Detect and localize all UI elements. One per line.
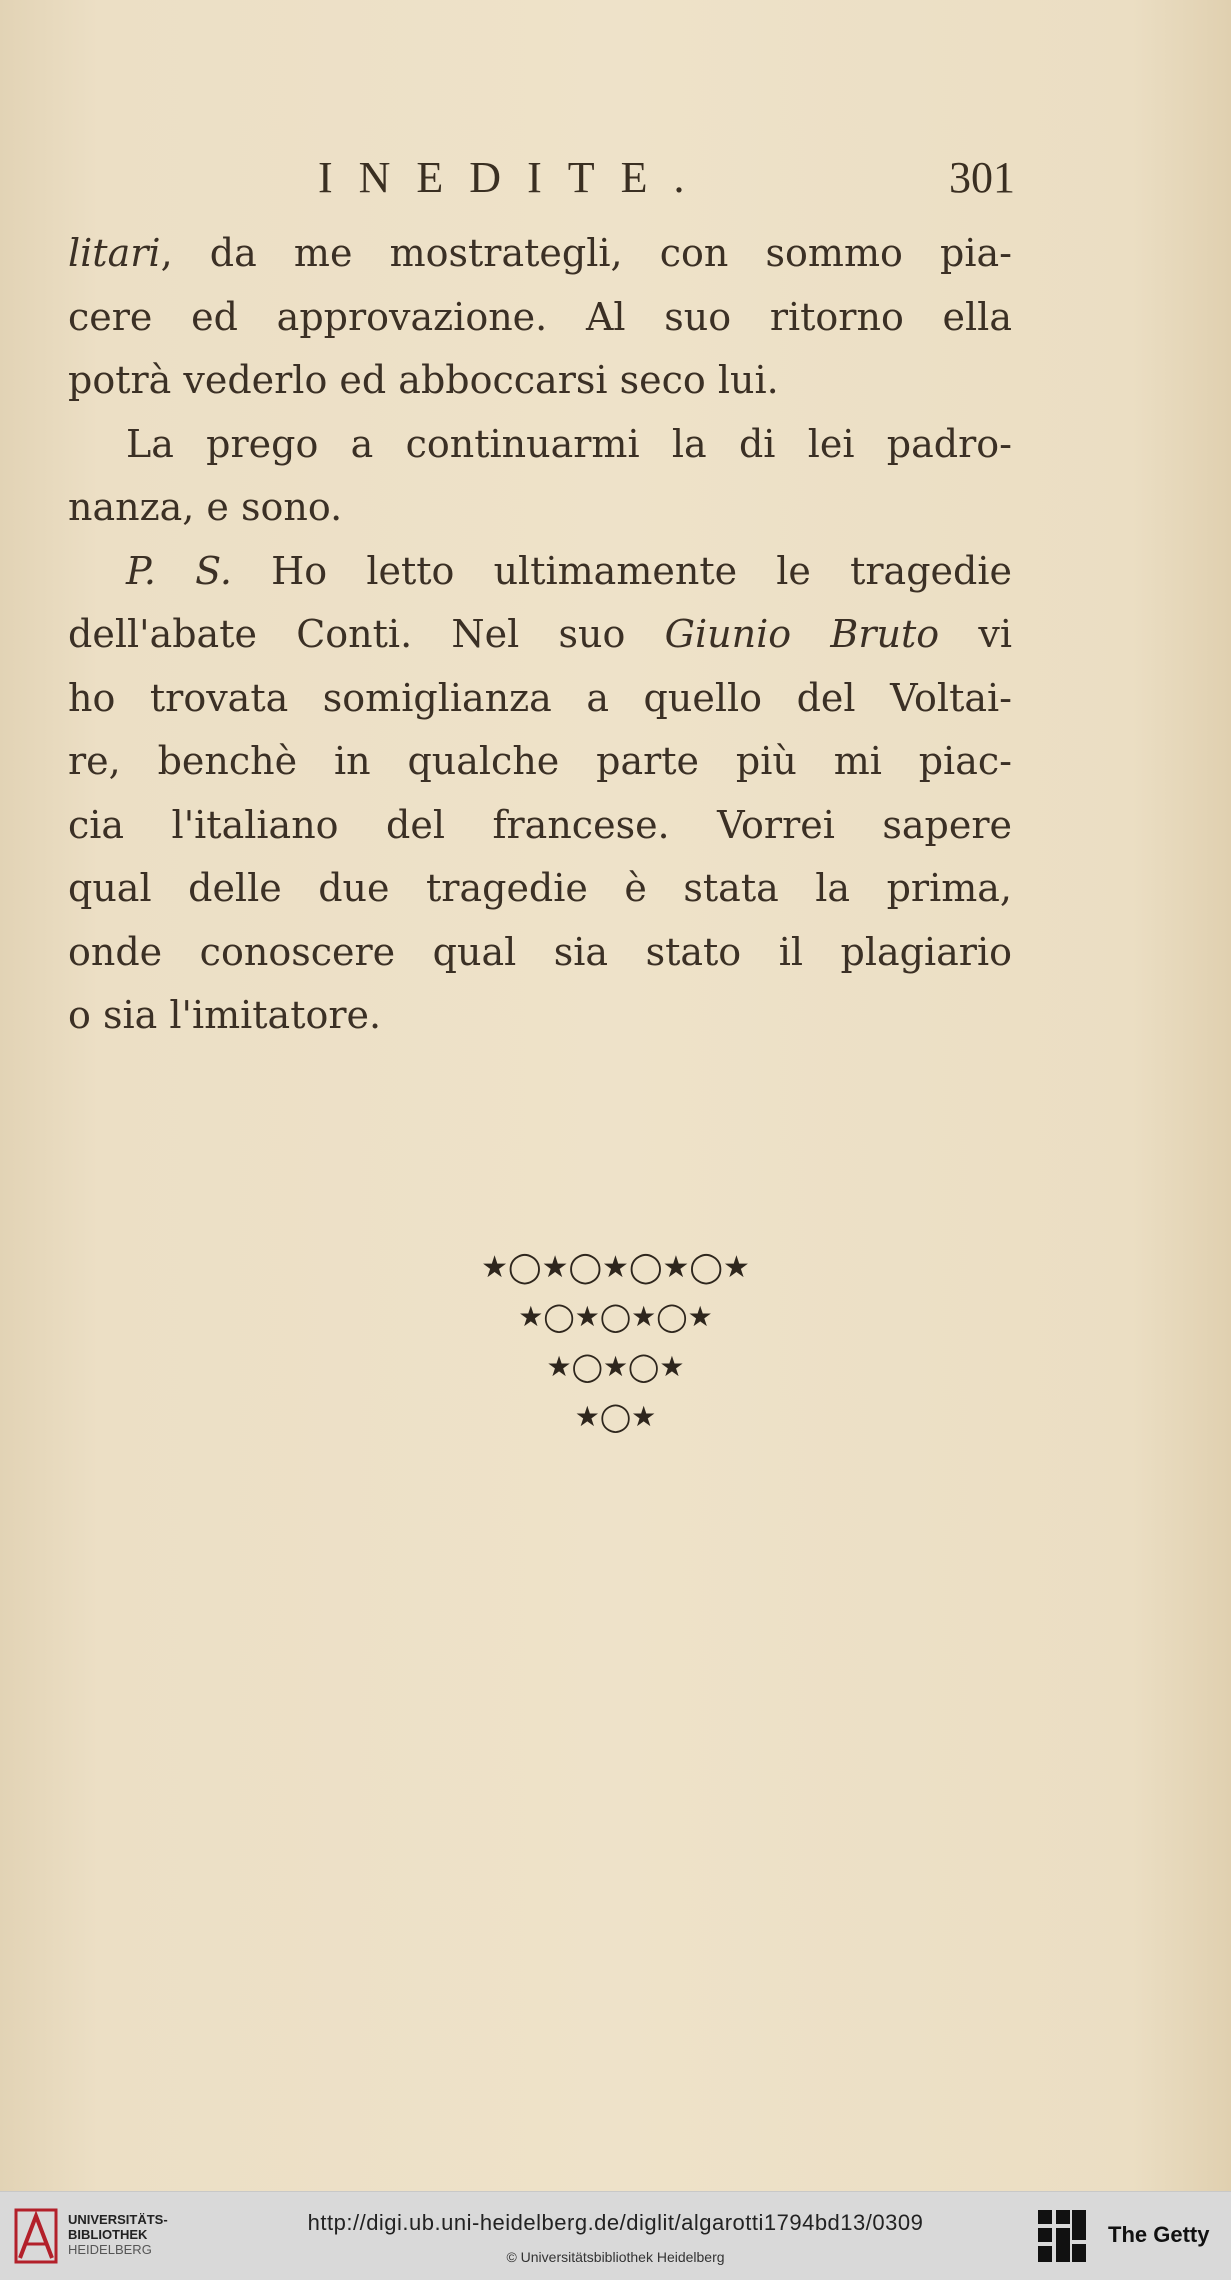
ornament-row-1: ★◯★◯★◯★◯★ xyxy=(481,1250,750,1285)
text-line-1: litari, da me mostrategli, con sommo pia- xyxy=(68,231,1012,275)
text-line-11: qual delle due tragedie è stata la prima, xyxy=(68,866,1012,910)
italic-title: Giunio Bruto xyxy=(664,612,940,656)
text-line-4: La prego a continuarmi la di lei padro- xyxy=(126,421,1012,466)
ornament-row-4: ★◯★ xyxy=(574,1400,657,1433)
viewer-footer xyxy=(0,2191,1231,2280)
text-line-5: nanza, e sono. xyxy=(68,485,343,529)
text-line-9: re, benchè in qualche parte più mi piac- xyxy=(68,739,1012,783)
text-line-7: dell'abate Conti. Nel suo Giunio Bruto vi xyxy=(68,612,1013,656)
text-line-13: o sia l'imitatore. xyxy=(68,993,382,1037)
page-number: 301 xyxy=(949,153,1015,202)
text-line-8: ho trovata somiglianza a quello del Voltai- xyxy=(68,675,1012,720)
getty-logo-icon[interactable] xyxy=(1036,2206,1088,2266)
permalink-url[interactable]: http://digi.ub.uni-heidelberg.de/diglit/algarotti1794bd13/0309 xyxy=(307,2210,924,2235)
library-name: UNIVERSITÄTS- BIBLIOTHEK HEIDELBERG xyxy=(68,2212,168,2257)
running-title: INEDITE. xyxy=(318,153,711,202)
copyright-notice: © Universitätsbibliothek Heidelberg xyxy=(506,2249,725,2265)
page-header xyxy=(70,152,1015,222)
body-text xyxy=(68,222,1012,1048)
postscript-mark: P. S. xyxy=(126,548,232,593)
ornament-row-3: ★◯★◯★ xyxy=(546,1350,685,1383)
text-line-12: onde conoscere qual sia stato il plagiario xyxy=(68,929,1012,974)
text-line-6: P. S. Ho letto ultimamente le tragedie xyxy=(126,548,1012,593)
text-line-3: potrà vederlo ed abboccarsi seco lui. xyxy=(68,358,779,402)
ornament-row-2: ★◯★◯★◯★ xyxy=(518,1300,713,1333)
sponsor-name: The Getty xyxy=(1108,2222,1210,2247)
italic-word: litari xyxy=(68,231,161,275)
text-line-10: cia l'italiano del francese. Vorrei sapere xyxy=(68,802,1012,847)
text-line-2: cere ed approvazione. Al suo ritorno ella xyxy=(68,294,1012,339)
